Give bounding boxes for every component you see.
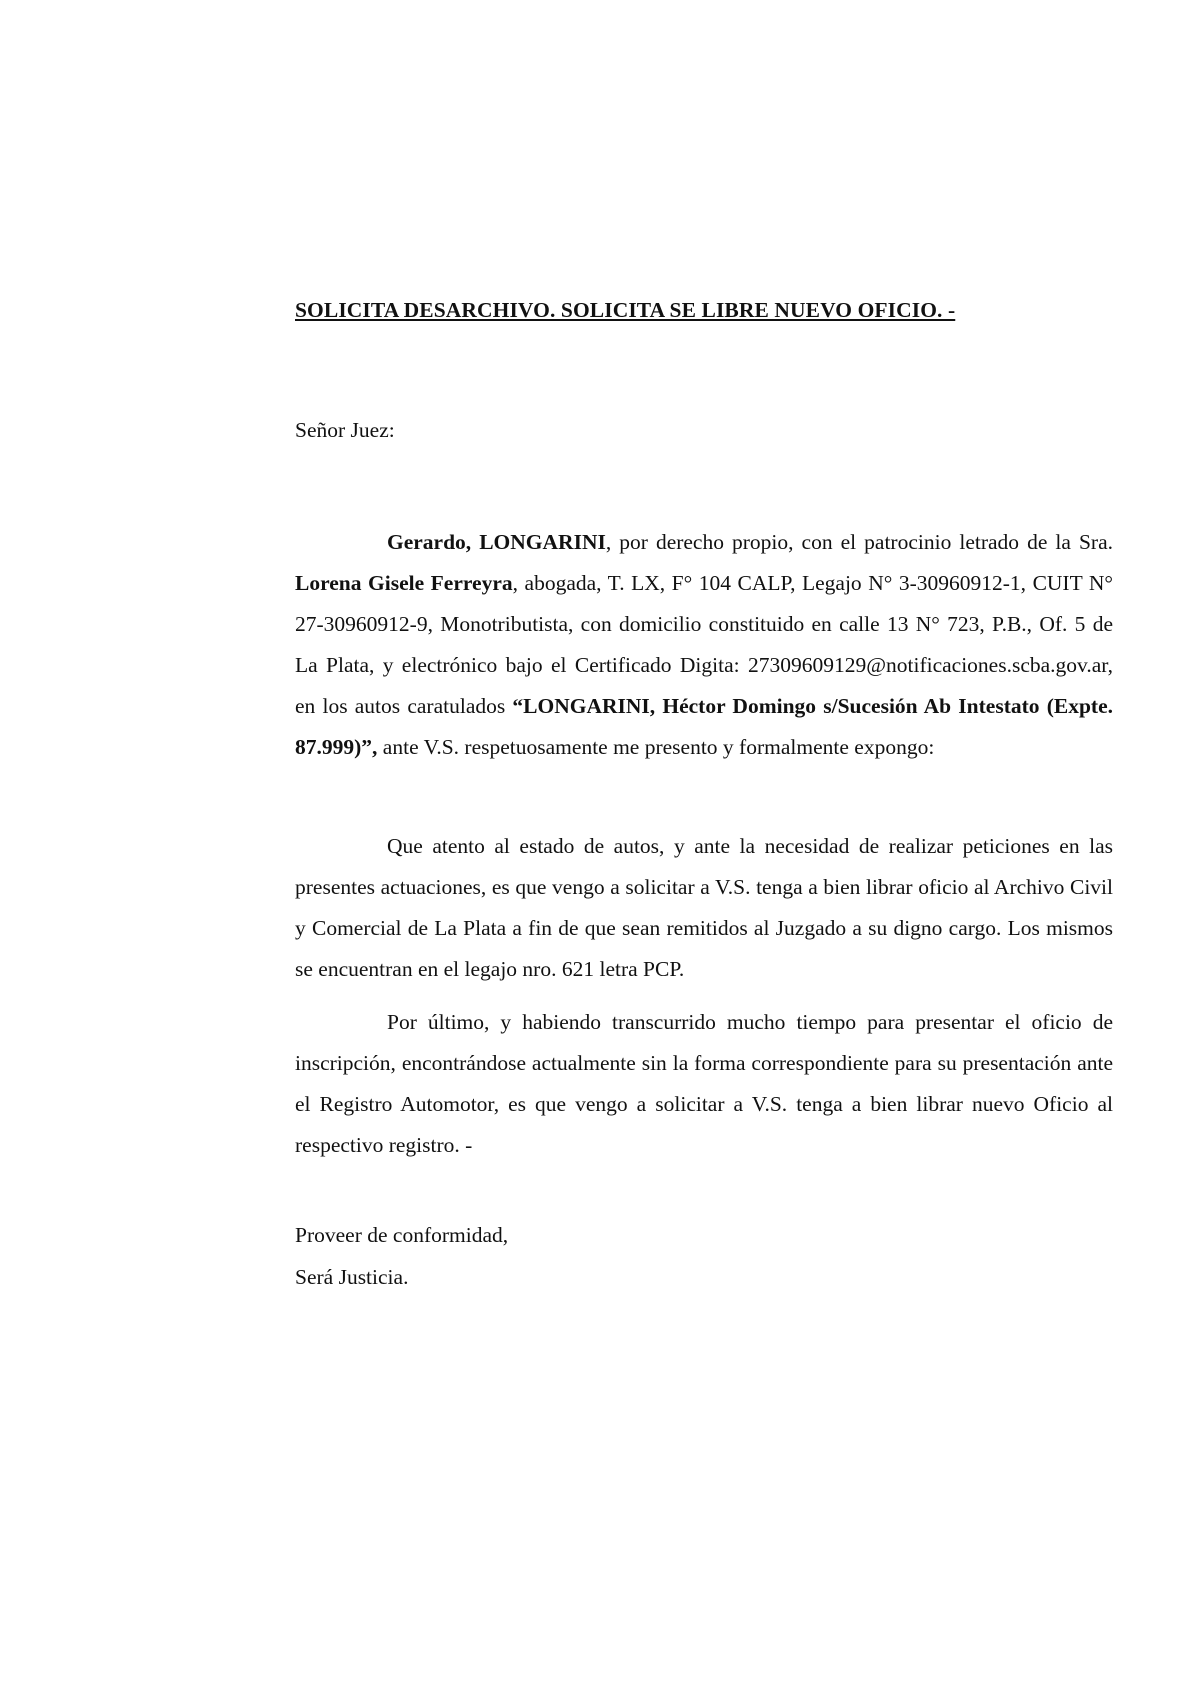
document-body [295,298,1113,1298]
closing-line-2: Será Justicia. [295,1264,409,1289]
paragraph-text: , abogada, T. LX, F° 104 CALP, Legajo N° 3-30960912-1, CUIT N° 27-30960912-9, Monotributista, con domicilio constituido en calle 13 N° 723, P.B., Of. 5 de La Plata, y electrónico bajo el Certificado Digita: 27309609129@notificaciones.scba.gov.ar, en los autos caratulados [295,570,1113,718]
paragraph-request-oficio [295,1002,1113,1166]
paragraph-text: Que atento al estado de autos, y ante la necesidad de realizar peticiones en las presentes actuaciones, es que vengo a solicitar a V.S. tenga a bien librar oficio al Archivo Civil y Comercial de La Plata a fin de que sean remitidos al Juzgado a su digno cargo. Los mismos se encuentran en el legajo nro. 621 letra PCP. [295,833,1113,981]
salutation: Señor Juez: [295,417,395,442]
paragraph-presentation [295,522,1113,768]
closing-block [295,1214,1113,1298]
paragraph-text: , por derecho propio, con el patrocinio letrado de la Sra. [605,529,1113,554]
petitioner-name: Gerardo, LONGARINI [387,529,606,554]
paragraph-text: ante V.S. respetuosamente me presento y formalmente expongo: [377,734,935,759]
paragraph-text: Por último, y habiendo transcurrido mucho tiempo para presentar el oficio de inscripción, encontrándose actualmente sin la forma correspondiente para su presentación ante el Registro Automotor, es que vengo a solicitar a V.S. tenga a bien librar nuevo Oficio al respectivo registro. - [295,1009,1113,1157]
closing-line-1: Proveer de conformidad, [295,1222,509,1247]
document-heading: SOLICITA DESARCHIVO. SOLICITA SE LIBRE NUEVO OFICIO. - [295,298,956,322]
lawyer-name: Lorena Gisele Ferreyra [295,570,513,595]
case-title: “LONGARINI, Héctor Domingo s/Sucesión Ab Intestato (Expte. 87.999)”, [295,693,1113,759]
paragraph-request-archive [295,826,1113,990]
